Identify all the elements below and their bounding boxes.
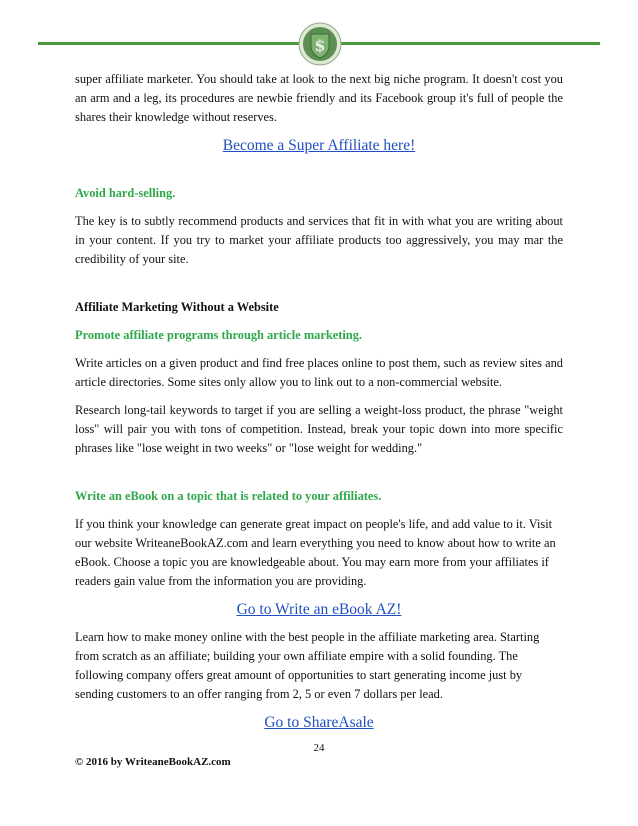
svg-text:$: $ bbox=[314, 36, 326, 55]
ebook-paragraph: If you think your knowledge can generate great impact on people's life, and add value to it. Visit our website WriteaneBookAZ.com and learn everything you need to know about how to write an eBook. Choose a topic you are knowledgeable about. You may earn more from your affiliates if readers gain value from the information you are providing. bbox=[75, 517, 556, 588]
copyright-footer: © 2016 by WriteaneBookAZ.com bbox=[75, 756, 231, 768]
header-rule-right bbox=[338, 42, 600, 45]
research-paragraph: Research long-tail keywords to target if you are selling a weight-loss product, the phrase "weight loss" will pair you with tons of competition. Instead, break your topic down into more specific phrases like "lose weight in two weeks" or "lose weight for wedding." bbox=[75, 403, 563, 455]
intro-paragraph: super affiliate marketer. You should take at look to the next big niche program. It doesn't cost you an arm and a leg, its procedures are newbie friendly and its Facebook group it's full of people the shares their knowledge without reserves. bbox=[75, 72, 563, 124]
write-articles-paragraph: Write articles on a given product and find free places online to post them, such as review sites and article directories. Some sites only allow you to link out to a non-commercial website. bbox=[75, 356, 563, 389]
write-ebook-link[interactable]: Go to Write an eBook AZ! bbox=[236, 601, 402, 618]
header-rule-left bbox=[38, 42, 300, 45]
ebook-heading: Write an eBook on a topic that is related to your affiliates. bbox=[75, 489, 382, 503]
avoid-hard-selling-heading: Avoid hard-selling. bbox=[75, 186, 176, 200]
page-number: 24 bbox=[313, 742, 325, 754]
without-website-heading: Affiliate Marketing Without a Website bbox=[75, 300, 279, 314]
shareasale-link[interactable]: Go to ShareAsale bbox=[264, 714, 374, 731]
dollar-shield-logo-icon bbox=[298, 22, 342, 66]
avoid-hard-selling-paragraph: The key is to subtly recommend products and services that fit in with what you are writing about in your content. If you try to market your affiliate products too aggressively, you may mar the credibility of your site. bbox=[75, 214, 563, 266]
become-super-affiliate-link[interactable]: Become a Super Affiliate here! bbox=[222, 137, 416, 154]
learn-paragraph: Learn how to make money online with the best people in the affiliate marketing area. Starting from scratch as an affiliate; building your own affiliate empire with a solid founding. The following company offers great amount of opportunities to start generating income just by sending customers to an offer ranging from 2, 5 or even 7 dollars per lead. bbox=[75, 630, 540, 701]
page-content bbox=[75, 70, 563, 733]
promote-heading: Promote affiliate programs through article marketing. bbox=[75, 328, 362, 342]
